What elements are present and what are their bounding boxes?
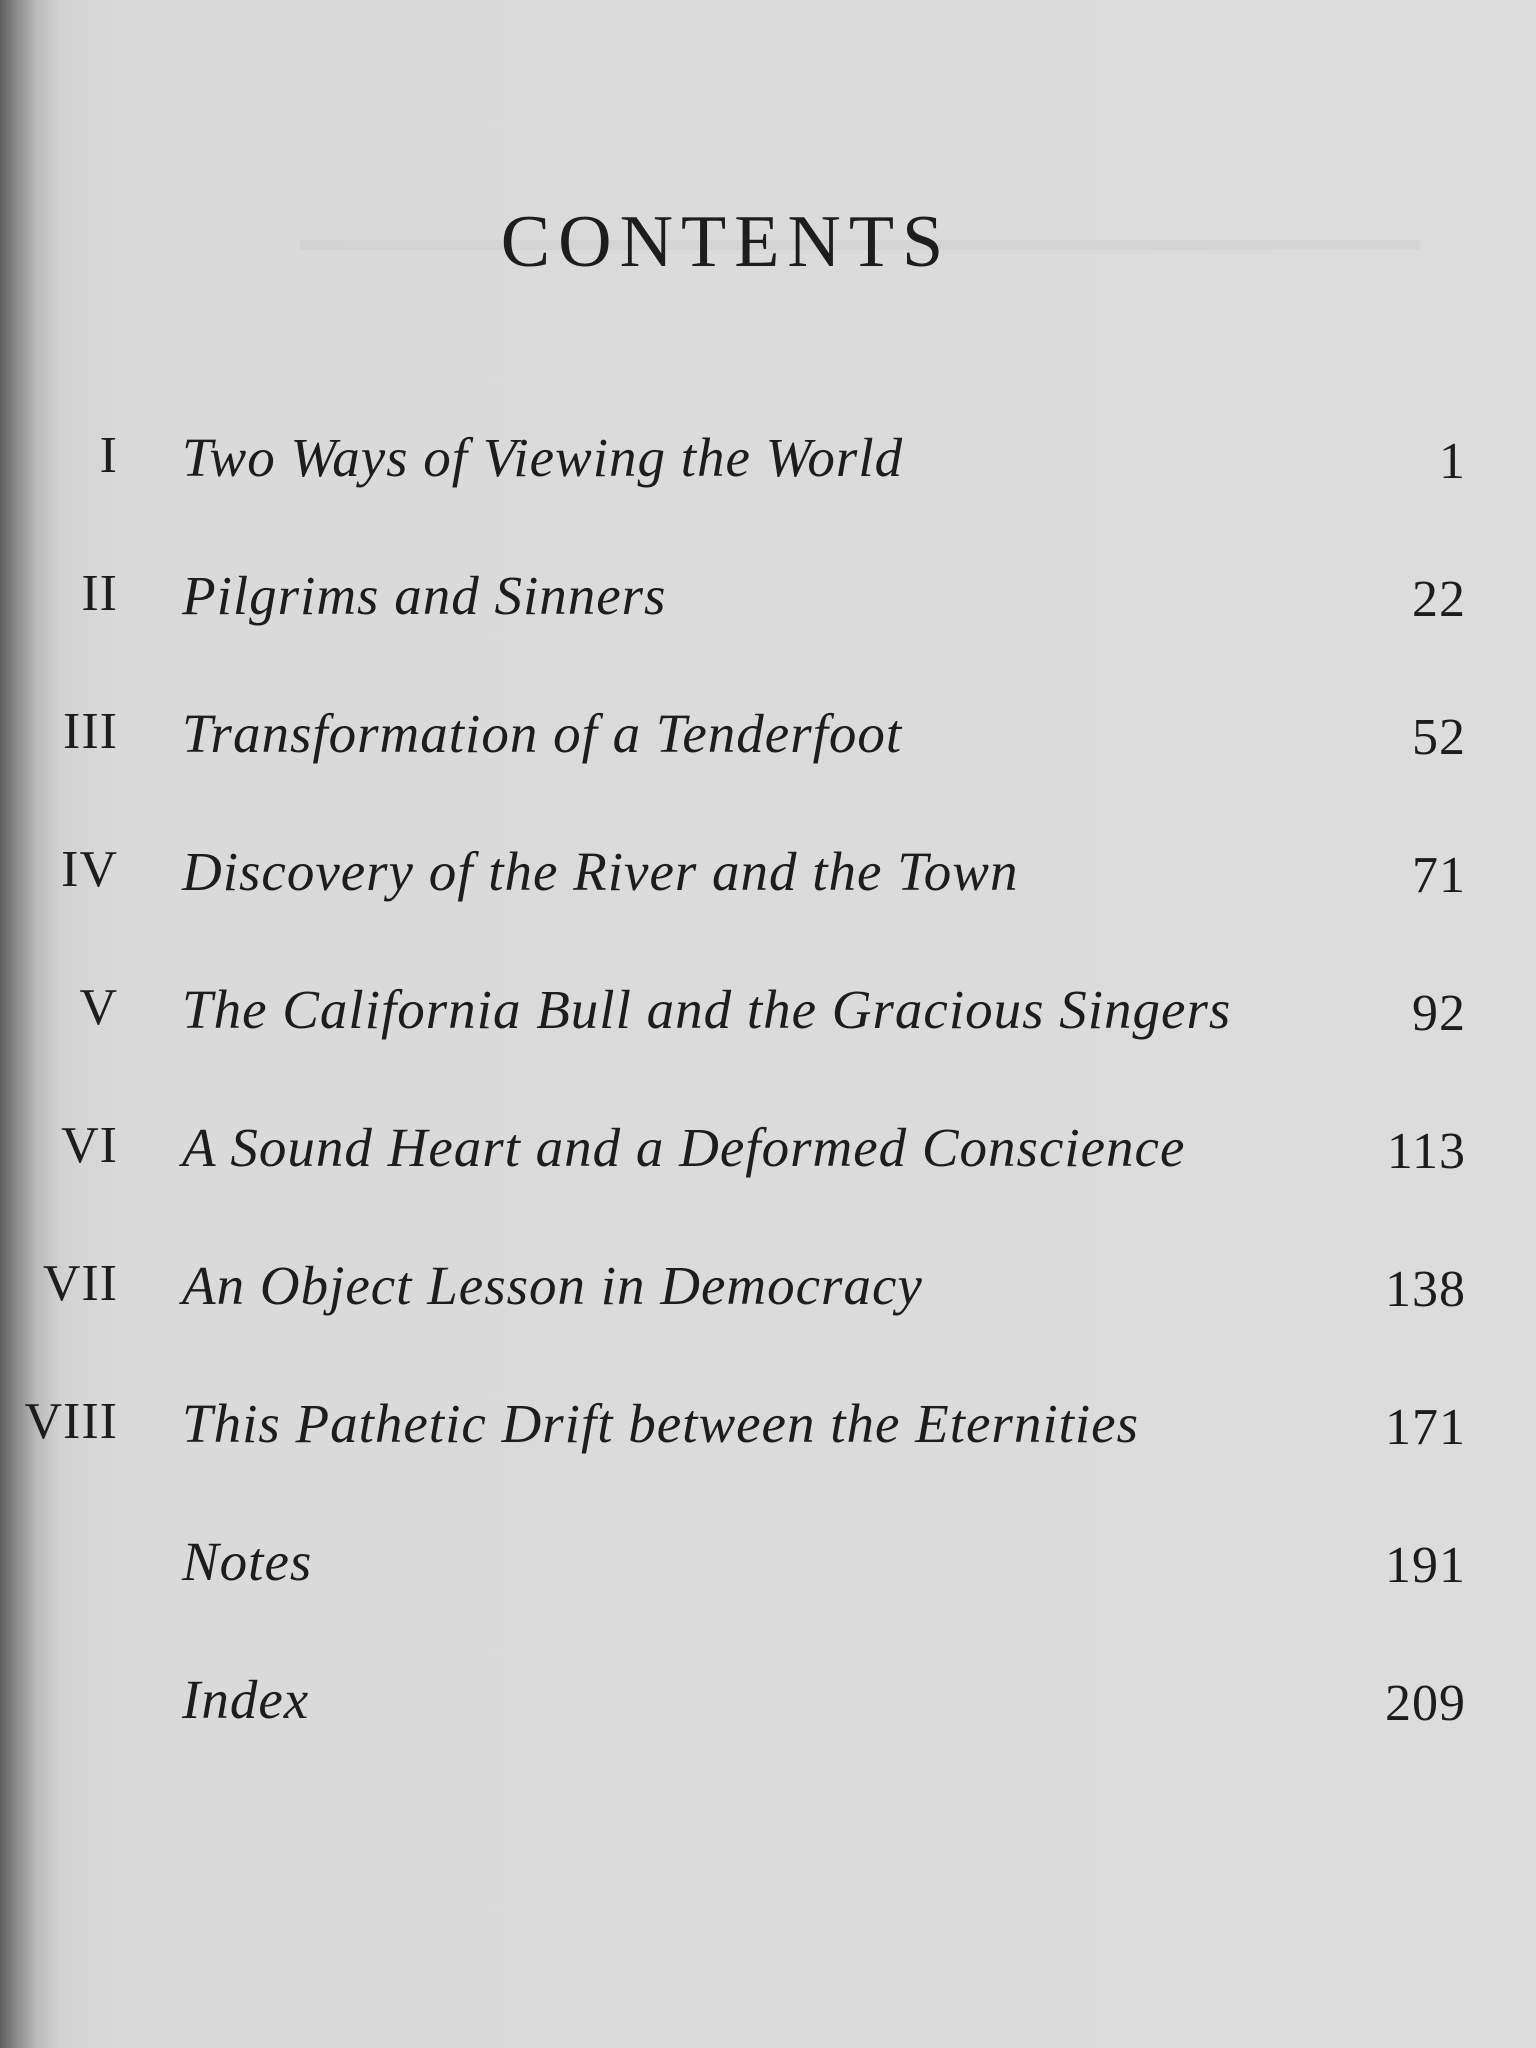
toc-entry — [0, 1668, 1536, 1758]
toc-entry — [0, 978, 1536, 1068]
page-number: 1 — [1439, 433, 1466, 490]
toc-entry — [0, 702, 1536, 792]
page-number: 52 — [1412, 709, 1466, 766]
page-number: 22 — [1412, 571, 1466, 628]
chapter-title: This Pathetic Drift between the Eternities — [182, 1393, 1139, 1454]
page-number: 191 — [1385, 1537, 1466, 1594]
chapter-numeral: I — [99, 427, 118, 484]
page-number: 71 — [1412, 847, 1466, 904]
chapter-numeral: VII — [42, 1255, 118, 1312]
toc-entry — [0, 1254, 1536, 1344]
page-number: 92 — [1412, 985, 1466, 1042]
chapter-title: The California Bull and the Gracious Singers — [182, 979, 1232, 1040]
chapter-title: Two Ways of Viewing the World — [182, 427, 904, 488]
toc-entry — [0, 1392, 1536, 1482]
chapter-title: Notes — [182, 1531, 313, 1592]
page-number: 171 — [1385, 1399, 1466, 1456]
chapter-numeral: V — [79, 979, 118, 1036]
chapter-numeral: IV — [61, 841, 118, 898]
chapter-title: Pilgrims and Sinners — [182, 565, 667, 626]
page-number: 113 — [1386, 1123, 1466, 1180]
toc-entry — [0, 1116, 1536, 1206]
chapter-title: A Sound Heart and a Deformed Conscience — [182, 1117, 1186, 1178]
chapter-title: An Object Lesson in Democracy — [182, 1255, 923, 1316]
chapter-title: Transformation of a Tenderfoot — [182, 703, 903, 764]
page-number: 209 — [1385, 1675, 1466, 1732]
toc-entry — [0, 426, 1536, 516]
chapter-numeral: II — [81, 565, 118, 622]
chapter-numeral: VIII — [24, 1393, 118, 1450]
page-title: CONTENTS — [500, 201, 952, 283]
page-number: 138 — [1385, 1261, 1466, 1318]
toc-entry — [0, 1530, 1536, 1620]
toc-entry — [0, 564, 1536, 654]
chapter-numeral: III — [63, 703, 118, 760]
toc-entry — [0, 840, 1536, 930]
chapter-title: Index — [182, 1669, 310, 1730]
chapter-numeral: VI — [61, 1117, 118, 1174]
chapter-title: Discovery of the River and the Town — [182, 841, 1019, 902]
